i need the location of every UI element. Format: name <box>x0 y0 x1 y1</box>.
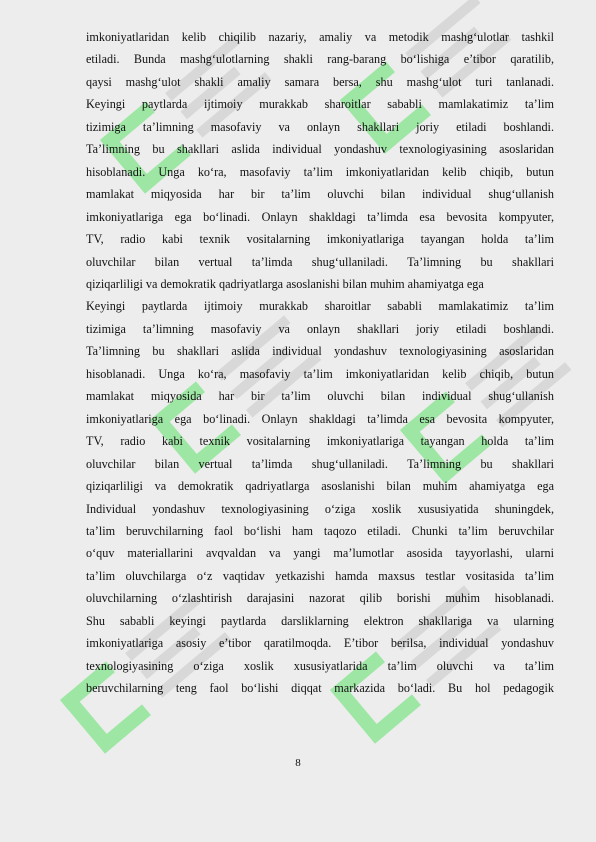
text-line: texnologiyasining o‘ziga xoslik xususiyatlarida ta’lim oluvchi va ta’lim <box>86 658 554 673</box>
text-line: qiziqarliligi va demokratik qadriyatlarga asoslanishi bilan muhim ahamiyatga ega <box>86 479 554 494</box>
text-line: Keyingi paytlarda ijtimoiy murakkab sharoitlar sababli mamlakatimiz ta’lim <box>86 97 554 112</box>
text-line: hisoblanadi. Unga ko‘ra, masofaviy ta’lim imkoniyatlaridan kelib chiqib, butun <box>86 366 554 381</box>
text-line: ta’lim oluvchilarga o‘z vaqtidav yetkazishi hamda maxsus testlar vositasida ta’lim <box>86 568 554 583</box>
text-line: qiziqarliligi va demokratik qadriyatlarga asoslanishi bilan muhim ahamiyatga ega <box>86 276 484 291</box>
text-line: imkoniyatlariga asosiy e’tibor qaratilmoqda. E’tibor berilsa, individual yondashuv <box>86 636 554 651</box>
text-line: Individual yondashuv texnologiyasining o‘ziga xoslik xususiyatida shuningdek, <box>86 501 554 516</box>
text-line: Ta’limning bu shakllari aslida individual yondashuv texnologiyasining asoslaridan <box>86 344 554 359</box>
body-text <box>86 26 554 700</box>
text-line: tizimiga ta’limning masofaviy va onlayn shakllari joriy etiladi boshlandi. <box>86 321 554 336</box>
text-line: oluvchilarning o‘zlashtirish darajasini nazorat qilib borishi muhim hisoblanadi. <box>86 591 554 606</box>
text-line: o‘quv materiallarini avqvaldan va yangi ma’lumotlar asosida tayyorlashi, ularni <box>86 546 554 561</box>
text-line: oluvchilar bilan vertual ta’limda shug‘ullaniladi. Ta’limning bu shakllari <box>86 254 554 269</box>
text-line: imkoniyatlariga ega bo‘linadi. Onlayn shakldagi ta’limda esa bevosita kompyuter, <box>86 209 554 224</box>
text-line: tizimiga ta’limning masofaviy va onlayn shakllari joriy etiladi boshlandi. <box>86 119 554 134</box>
text-line: Shu sababli keyingi paytlarda darsliklarning elektron shakllariga va ularning <box>86 613 554 628</box>
text-line: imkoniyatlaridan kelib chiqilib nazariy, amaliy va metodik mashg‘ulotlar tashkil <box>86 30 554 44</box>
page-number: 8 <box>295 757 301 769</box>
text-line: oluvchilar bilan vertual ta’limda shug‘ullaniladi. Ta’limning bu shakllari <box>86 456 554 471</box>
text-line: beruvchilarning teng faol bo‘lishi diqqat markazida bo‘ladi. Bu hol pedagogik <box>86 681 554 696</box>
text-line: Keyingi paytlarda ijtimoiy murakkab sharoitlar sababli mamlakatimiz ta’lim <box>86 299 554 314</box>
text-line: mamlakat miqyosida har bir ta’lim oluvchi bilan individual shug‘ullanish <box>86 389 554 404</box>
text-line: ta’lim beruvchilarning faol bo‘lishi ham taqozo etiladi. Chunki ta’lim beruvchilar <box>86 523 554 538</box>
text-line: hisoblanadi. Unga ko‘ra, masofaviy ta’lim imkoniyatlaridan kelib chiqib, butun <box>86 164 554 179</box>
text-line: etiladi. Bunda mashg‘ulotlarning shakli rang-barang bo‘lishiga e’tibor qaratilib, <box>86 52 554 67</box>
text-line: TV, radio kabi texnik vositalarning imkoniyatlariga tayangan holda ta’lim <box>86 232 554 247</box>
text-line: qaysi mashg‘ulot shakli amaliy samara bersa, shu mashg‘ulot turi tanlanadi. <box>86 74 554 89</box>
text-line: Ta’limning bu shakllari aslida individual yondashuv texnologiyasining asoslaridan <box>86 142 554 157</box>
text-line: TV, radio kabi texnik vositalarning imkoniyatlariga tayangan holda ta’lim <box>86 434 554 449</box>
text-line: imkoniyatlariga ega bo‘linadi. Onlayn shakldagi ta’limda esa bevosita kompyuter, <box>86 411 554 426</box>
text-line: mamlakat miqyosida har bir ta’lim oluvchi bilan individual shug‘ullanish <box>86 187 554 202</box>
